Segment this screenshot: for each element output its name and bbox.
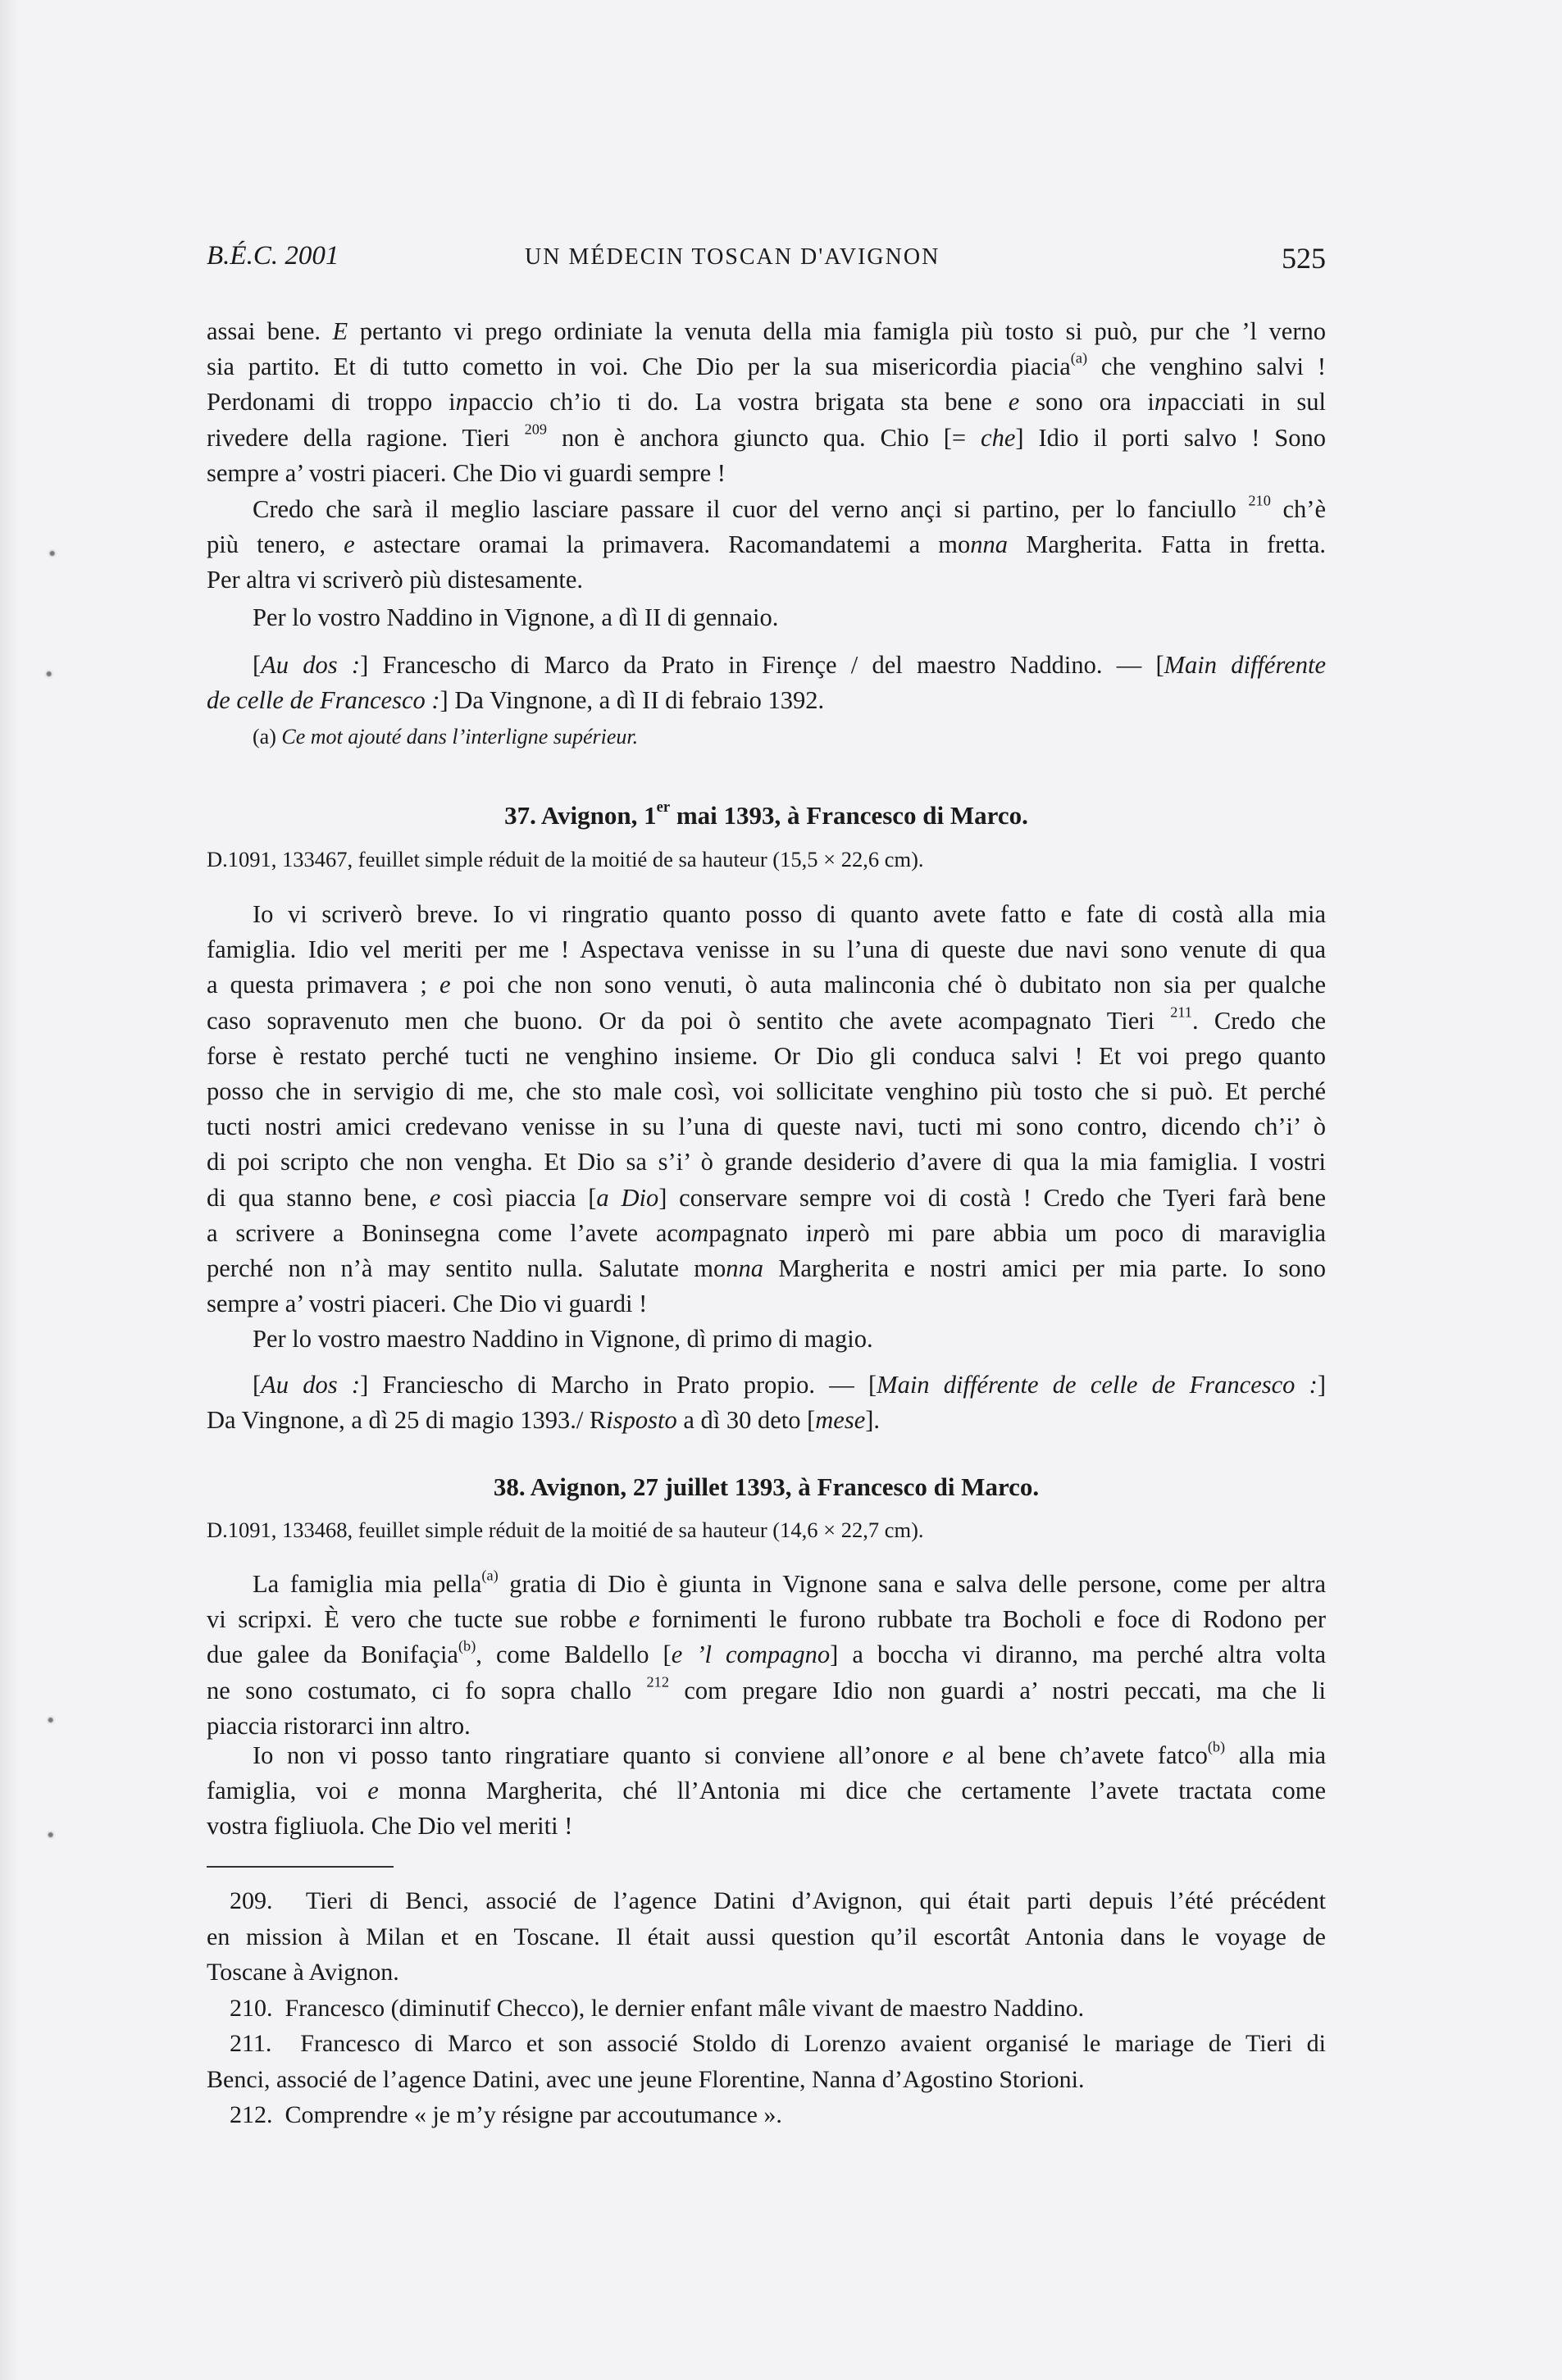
footnote-number: 209. (230, 1887, 273, 1914)
text-line: forse è restato perché tucti ne venghino insieme. Or Dio gli conduca salvi ! Et voi prego quanto (207, 1041, 1326, 1070)
title-sup: er (656, 799, 671, 817)
text-line: rivedere della ragione. Tieri $^{209}$ non è anchora giuncto qua. Chio [= che] Idio il porti salvo ! Sono (207, 420, 1326, 452)
text-line: a scrivere a Boninsegna come l’avete acompagnato inperò mi pare abbia um poco di maraviglia (207, 1218, 1326, 1247)
text-line: due galee da Bonifaçia$^{(b)}$, come Baldello [e ’l compagno] a boccha vi diranno, ma perché altra volta (207, 1637, 1326, 1669)
footnote-text: Francesco (diminutif Checco), le dernier enfant mâle vivant de maestro Naddino. (285, 1994, 1085, 2022)
footnote-number: 210. (230, 1994, 273, 2022)
footnote-212 (207, 2097, 1326, 2133)
punch-hole (46, 547, 57, 560)
text-line: [Au dos :] Francescho di Marco da Prato in Firençe / del maestro Naddino. — [Main différente (253, 651, 1326, 679)
running-header (207, 238, 1326, 279)
title-text: 37. Avignon, 1 (504, 801, 657, 830)
text-line: vi scripxi. È vero che tucte sue robbe e fornimenti le furono rubbate tra Bocholi e foce di Rodono per (207, 1605, 1326, 1634)
footnote-text: Comprendre « je m’y résigne par accoutumance ». (285, 2101, 782, 2128)
journal-abbrev: B.É.C. 2001 (207, 241, 339, 271)
letter-38-description: D.1091, 133468, feuillet simple réduit de la moitié de sa hauteur (14,6 × 22,7 cm). (207, 1518, 924, 1542)
text-line: tucti nostri amici credevano venisse in su l’una di queste navi, tucti mi sono contro, dicendo ch’i’ ò (207, 1113, 1326, 1141)
text-line: di poi scripto che non vengha. Et Dio sa s’i’ ò grande desiderio d’avere di qua la mia famiglia. I vostri (207, 1148, 1326, 1176)
letter-37-title (207, 801, 1326, 830)
punch-hole (44, 1828, 56, 1841)
text-line: [Au dos :] Franciescho di Marcho in Prato propio. — [Main différente de celle de Francesco :] (253, 1371, 1326, 1399)
text-line: sempre a’ vostri piaceri. Che Dio vi guardi ! (207, 1290, 648, 1318)
punch-hole (44, 1713, 56, 1727)
letter-37-signature (207, 1322, 1326, 1357)
text-line: de celle de Francesco :] Da Vingnone, a dì II di febraio 1392. (207, 686, 825, 715)
letter-38-title: 38. Avignon, 27 juillet 1393, à Francesco di Marco. (493, 1472, 1040, 1501)
punch-hole (43, 667, 54, 680)
letter-36-paragraph-1 (207, 314, 1326, 491)
letter-37-body (207, 897, 1326, 1322)
text-line: più tenero, e astectare oramai la primavera. Racomandatemi a monna Margherita. Fatta in fretta. (207, 530, 1326, 559)
footnotes (207, 1883, 1326, 2133)
page-edge (0, 0, 18, 2380)
text-line: Da Vingnone, a dì 25 di magio 1393./ Risposto a dì 30 deto [mese]. (207, 1406, 881, 1435)
letter-38-paragraph-2 (207, 1738, 1326, 1845)
text-line: sia partito. Et di tutto cometto in voi. Che Dio per la sua misericordia piacia$^{(a)}$ che venghino salvi ! (207, 349, 1326, 381)
letter-36-address (207, 648, 1326, 718)
footnote-210 (207, 1991, 1326, 2027)
text-line: Credo che sarà il meglio lasciare passare il cuor del verno ançi si partino, per lo fanciullo $^{210}$ ch’è (253, 492, 1327, 523)
letter-36-paragraph-2 (207, 492, 1326, 598)
text-line: famiglia, voi e monna Margherita, ché ll’Antonia mi dice che certamente l’avete tractata come (207, 1777, 1326, 1805)
footnote-209-cont: en mission à Milan et en Toscane. Il était aussi question qu’il escortât Antonia dans le voyage de (207, 1923, 1326, 1950)
letter-36-signature (207, 600, 1326, 635)
text-line: di qua stanno bene, e così piaccia [a Dio] conservare sempre voi di costà ! Credo che Tyeri farà bene (207, 1183, 1327, 1212)
footnote-211-cont: Benci, associé de l’agence Datini, avec une jeune Florentine, Nanna d’Agostino Storioni. (207, 2065, 1085, 2093)
note-line: (a) Ce mot ajouté dans l’interligne supérieur. (253, 725, 639, 749)
footnote-209: 209. Tieri di Benci, associé de l’agence Datini d’Avignon, qui était parti depuis l’été précédent (230, 1887, 1326, 1914)
footnote-separator (207, 1866, 394, 1868)
footnote-209-cont: Toscane à Avignon. (207, 1959, 399, 1986)
text-line: ne sono costumato, ci fo sopra challo $^{212}$ com pregare Idio non guardi a’ nostri peccati, ma che li (207, 1672, 1326, 1704)
footnote-number: 212. (230, 2101, 273, 2128)
text-line: sempre a’ vostri piaceri. Che Dio vi guardi sempre ! (207, 458, 726, 487)
text-line: Per altra vi scriverò più distesamente. (207, 566, 584, 594)
text-line: posso che in servigio di me, che sto male così, voi sollicitate venghino più tosto che si può. Et perché (207, 1077, 1326, 1106)
text-line: Perdonami di troppo inpaccio ch’io ti do. La vostra brigata sta bene e sono ora inpacciati in sul (207, 388, 1326, 416)
title-text: mai 1393, à Francesco di Marco. (670, 801, 1028, 830)
page-number: 525 (1282, 242, 1326, 275)
footnote-number: 211. (230, 2030, 272, 2057)
text-line: La famiglia mia pella$^{(a)}$ gratia di Dio è giunta in Vignone sana e salva delle persone, come per altra (253, 1567, 1326, 1598)
text-line: Io non vi posso tanto ringratiare quanto si conviene all’onore e al bene ch’avete fatco$^{(b)}$ alla mia (253, 1738, 1326, 1769)
signature-line: Per lo vostro Naddino in Vignone, a dì II di gennaio. (253, 603, 779, 631)
text-line: vostra figliuola. Che Dio vel meriti ! (207, 1812, 573, 1841)
text-line: perché non n’à may sentito nulla. Salutate monna Margherita e nostri amici per mia parte. Io sono (207, 1254, 1326, 1283)
text-line: piaccia ristorarci inn altro. (207, 1711, 471, 1740)
letter-38-paragraph-1 (207, 1567, 1326, 1744)
footnote-211: 211. Francesco di Marco et son associé Stoldo di Lorenzo avaient organisé le mariage de Tieri di (230, 2030, 1326, 2057)
textual-note-a (207, 719, 1326, 754)
text-line: Io vi scriverò breve. Io vi ringratio quanto posso di quanto avete fatto e fate di costà alla mia (253, 900, 1326, 928)
text-line: famiglia. Idio vel meriti per me ! Aspectava venisse in su l’una di queste due navi sono venute di qua (207, 935, 1326, 964)
running-title: UN MÉDECIN TOSCAN D'AVIGNON (525, 244, 940, 270)
text-line: assai bene. E pertanto vi prego ordiniate la venuta della mia famigla più tosto si può, pur che ’l verno (207, 317, 1326, 345)
signature-line: Per lo vostro maestro Naddino in Vignone, dì primo di magio. (253, 1325, 873, 1353)
letter-37-address (207, 1367, 1326, 1438)
letter-37-description: D.1091, 133467, feuillet simple réduit de la moitié de sa hauteur (15,5 × 22,6 cm). (207, 847, 924, 871)
text-line: a questa primavera ; e poi che non sono venuti, ò auta malinconia ché ò dubitato non sia per qualche (207, 971, 1326, 999)
text-line: caso sopravenuto men che buono. Or da poi ò sentito che avete acompagnato Tieri $^{211}$. Credo che (207, 1003, 1326, 1035)
